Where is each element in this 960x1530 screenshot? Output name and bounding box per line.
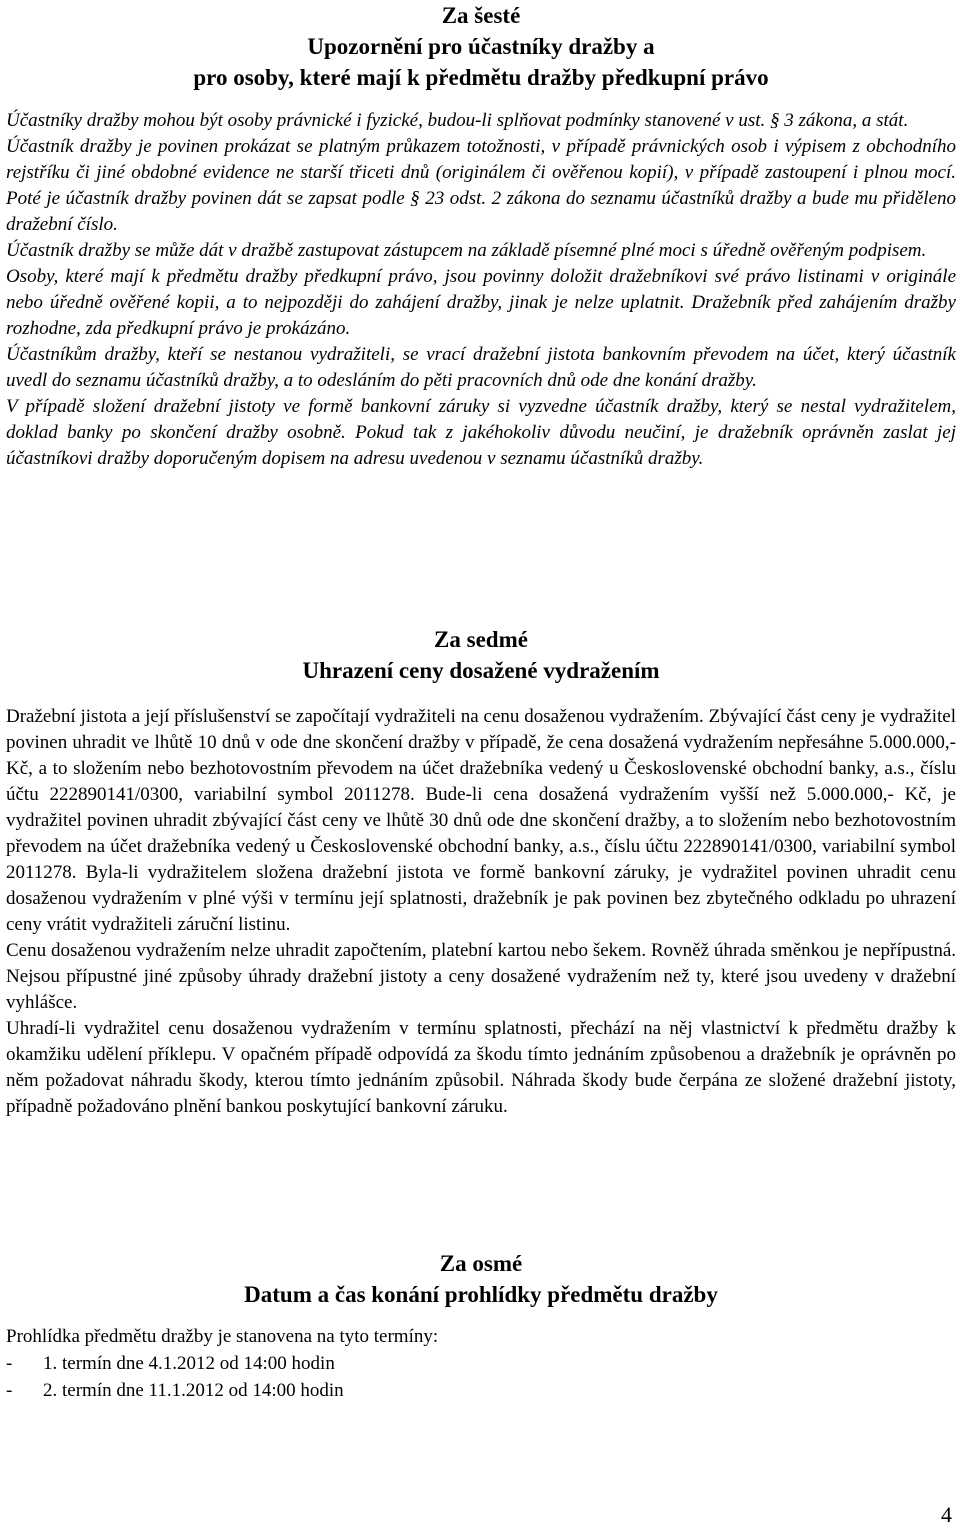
inspection-dates-list <box>6 1350 956 1404</box>
section-6-paragraph-2: Účastník dražby je povinen prokázat se platným průkazem totožnosti, v případě právnických osob i výpisem z obchodního rejstříku či jiné obdobné evidence ne starší třiceti dnů (originálem či ověřenou kopií), v případě zastoupení i plnou mocí. Poté je účastník dražby povinen dát se zapsat podle § 23 odst. 2 zákona do seznamu účastníků dražby a bude mu přiděleno dražební číslo. <box>6 136 956 235</box>
list-item <box>6 1350 956 1377</box>
section-6-body <box>6 108 956 472</box>
list-item <box>6 1377 956 1404</box>
list-item-text: 1. termín dne 4.1.2012 od 14:00 hodin <box>43 1353 335 1374</box>
section-7-paragraph-1: Dražební jistota a její příslušenství se započítají vydražiteli na cenu dosaženou vydražením. Zbývající část ceny je vydražitel povinen uhradit ve lhůtě 10 dnů v ode dne skončení dražby v případě, že cena dosažená vydražením nepřesáhne 5.000.000,- Kč, a to složením nebo bezhotovostním převodem na účet dražebníka vedený u Československé obchodní banky, a.s., číslu účtu 222890141/0300, variabilní symbol 2011278. Bude-li cena dosažená vydražením vyšší než 5.000.000,- Kč, je vydražitel povinen uhradit zbývající část ceny ve lhůtě 30 dnů ode dne skončení dražby, a to složením nebo bezhotovostním převodem na účet dražebníka vedený u Československé obchodní banky, a.s., číslu účtu 222890141/0300, variabilní symbol 2011278. Byla-li vydražitelem složena dražební jistota ve formě bankovní záruky, je vydražitel povinen uhradit cenu dosaženou vydražením v plné výši v termínu její splatnosti, dražebník je pak povinen bez zbytečného odkladu po uhrazení ceny vrátit vydražiteli záruční listinu. <box>6 706 956 935</box>
section-7-paragraph-3: Uhradí-li vydražitel cenu dosaženou vydražením v termínu splatnosti, přechází na něj vlastnictví k předmětu dražby k okamžiku udělení příklepu. V opačném případě odpovídá za škodu tímto jednáním způsobenou a dražebník je oprávněn po něm požadovat náhradu škody, kterou tímto jednáním způsobil. Náhrada škody bude čerpána ze složené dražební jistoty, případně požadováno plnění bankou poskytující bankovní záruku. <box>6 1018 956 1117</box>
section-7-body <box>6 704 956 1120</box>
section-7 <box>6 624 956 686</box>
section-6-paragraph-4: Osoby, které mají k předmětu dražby předkupní právo, jsou povinny doložit dražebníkovi své právo listinami v originále nebo úředně ověřené kopii, a to nejpozději do zahájení dražby, jinak je nelze uplatnit. Dražebník před zahájením dražby rozhodne, zda předkupní právo je prokázáno. <box>6 266 956 339</box>
section-6-subtitle-line-2: pro osoby, které mají k předmětu dražby předkupní právo <box>193 65 769 90</box>
list-dash: - <box>6 1380 13 1401</box>
section-6-paragraph-5: Účastníkům dražby, kteří se nestanou vydražiteli, se vrací dražební jistota bankovním převodem na účet, který účastník uvedl do seznamu účastníků dražby, a to odesláním do pěti pracovních dnů ode dne konání dražby. <box>6 344 956 391</box>
section-8-intro: Prohlídka předmětu dražby je stanovena na tyto termíny: <box>6 1326 439 1347</box>
page-number: 4 <box>941 1502 952 1527</box>
list-dash: - <box>6 1353 13 1374</box>
section-6-paragraph-3: Účastník dražby se může dát v dražbě zastupovat zástupcem na základě písemné plné moci s úředně ověřeným podpisem. <box>6 240 927 261</box>
section-8-title: Za osmé <box>439 1251 523 1276</box>
section-6-subtitle-line-1: Upozornění pro účastníky dražby a <box>307 34 655 59</box>
section-6-paragraph-1: Účastníky dražby mohou být osoby právnické i fyzické, budou-li splňovat podmínky stanovené v ust. § 3 zákona, a stát. <box>6 110 909 131</box>
section-6-paragraph-6: V případě složení dražební jistoty ve formě bankovní záruky si vyzvedne účastník dražby, který se nestal vydražitelem, doklad banky po skončení dražby osobně. Pokud tak z jakéhokoliv důvodu neučiní, je dražebník oprávněn zaslat jej účastníkovi dražby doporučeným dopisem na adresu uvedenou v seznamu účastníků dražby. <box>6 396 956 469</box>
section-8-body <box>6 1324 956 1404</box>
section-7-subtitle: Uhrazení ceny dosažené vydražením <box>302 658 660 683</box>
section-7-title: Za sedmé <box>434 627 528 652</box>
section-8 <box>6 1248 956 1310</box>
section-6-title: Za šesté <box>441 3 521 28</box>
list-item-text: 2. termín dne 11.1.2012 od 14:00 hodin <box>43 1380 344 1401</box>
section-7-paragraph-2: Cenu dosaženou vydražením nelze uhradit započtením, platební kartou nebo šekem. Rovněž úhrada směnkou je nepřípustná. Nejsou přípustné jiné způsoby úhrady dražební jistoty a ceny dosažené vydražením než ty, které jsou uvedeny v dražební vyhlášce. <box>6 940 956 1013</box>
section-8-subtitle: Datum a čas konání prohlídky předmětu dražby <box>244 1282 718 1307</box>
section-6 <box>6 0 956 93</box>
